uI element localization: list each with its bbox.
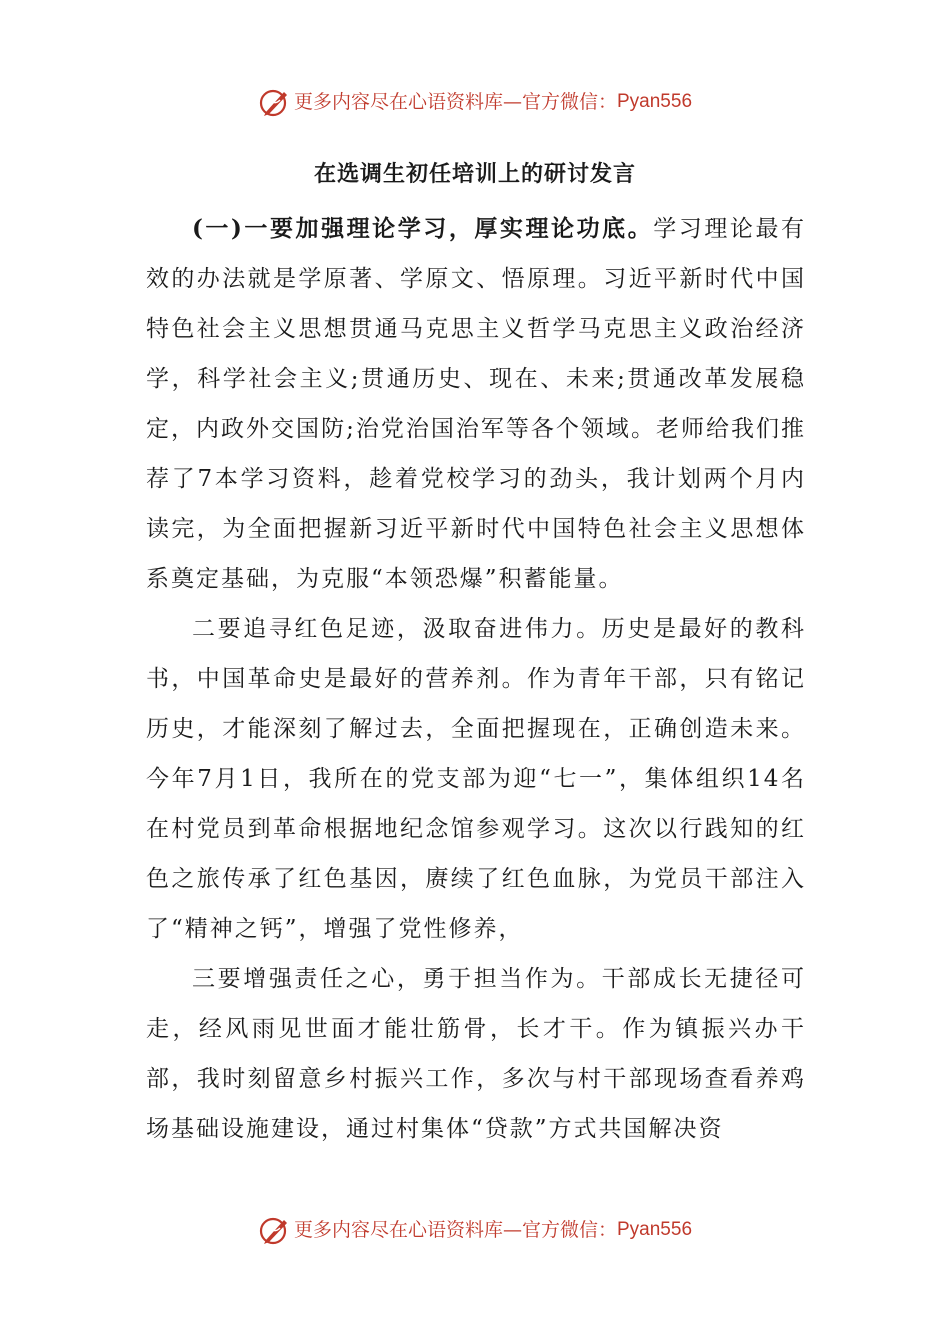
paragraph-1 [146, 204, 806, 604]
pen-logo-icon [258, 1214, 290, 1246]
document-body [146, 204, 806, 1154]
paragraph-3-text: 三要增强责任之心，勇于担当作为。干部成长无捷径可走，经风雨见世面才能壮筋骨，长才干。作为镇振兴办干部，我时刻留意乡村振兴工作，多次与村干部现场查看养鸡场基础设施建设，通过村集体“贷款”方式共国解决资 [146, 966, 806, 1142]
pen-logo-icon [258, 86, 290, 118]
watermark-wechat-id: Pyan556 [617, 1219, 693, 1240]
watermark-header [0, 86, 950, 118]
paragraph-2 [146, 604, 806, 954]
watermark-wechat-id: Pyan556 [617, 91, 693, 112]
paragraph-1-heading: (一)一要加强理论学习，厚实理论功底。 [192, 215, 654, 242]
watermark-text: 更多内容尽在心语资料库—官方微信： [293, 91, 617, 113]
document-title: 在选调生初任培训上的研讨发言 [313, 161, 636, 187]
paragraph-2-text: 二要追寻红色足迹，汲取奋进伟力。历史是最好的教科书，中国革命史是最好的营养剂。作为青年干部，只有铭记历史，才能深刻了解过去，全面把握现在，正确创造未来。今年7月1日，我所在的党支部为迎“七一”，集体组织14名在村党员到革命根据地纪念馆参观学习。这次以行践知的红色之旅传承了红色基因，赓续了红色血脉，为党员干部注入了“精神之钙”，增强了党性修养， [146, 616, 806, 942]
paragraph-1-text: 学习理论最有效的办法就是学原著、学原文、悟原理。习近平新时代中国特色社会主义思想贯通马克思主义哲学马克思主义政治经济学，科学社会主义;贯通历史、现在、未来;贯通改革发展稳定，内政外交国防;治党治国治军等各个领域。老师给我们推荐了7本学习资料，趁着党校学习的劲头，我计划两个月内读完，为全面把握新习近平新时代中国特色社会主义思想体系奠定基础，为克服“本领恐爆”积蓄能量。 [146, 216, 807, 592]
watermark-text: 更多内容尽在心语资料库—官方微信： [293, 1219, 617, 1241]
paragraph-3 [146, 954, 806, 1154]
watermark-footer [0, 1214, 950, 1246]
